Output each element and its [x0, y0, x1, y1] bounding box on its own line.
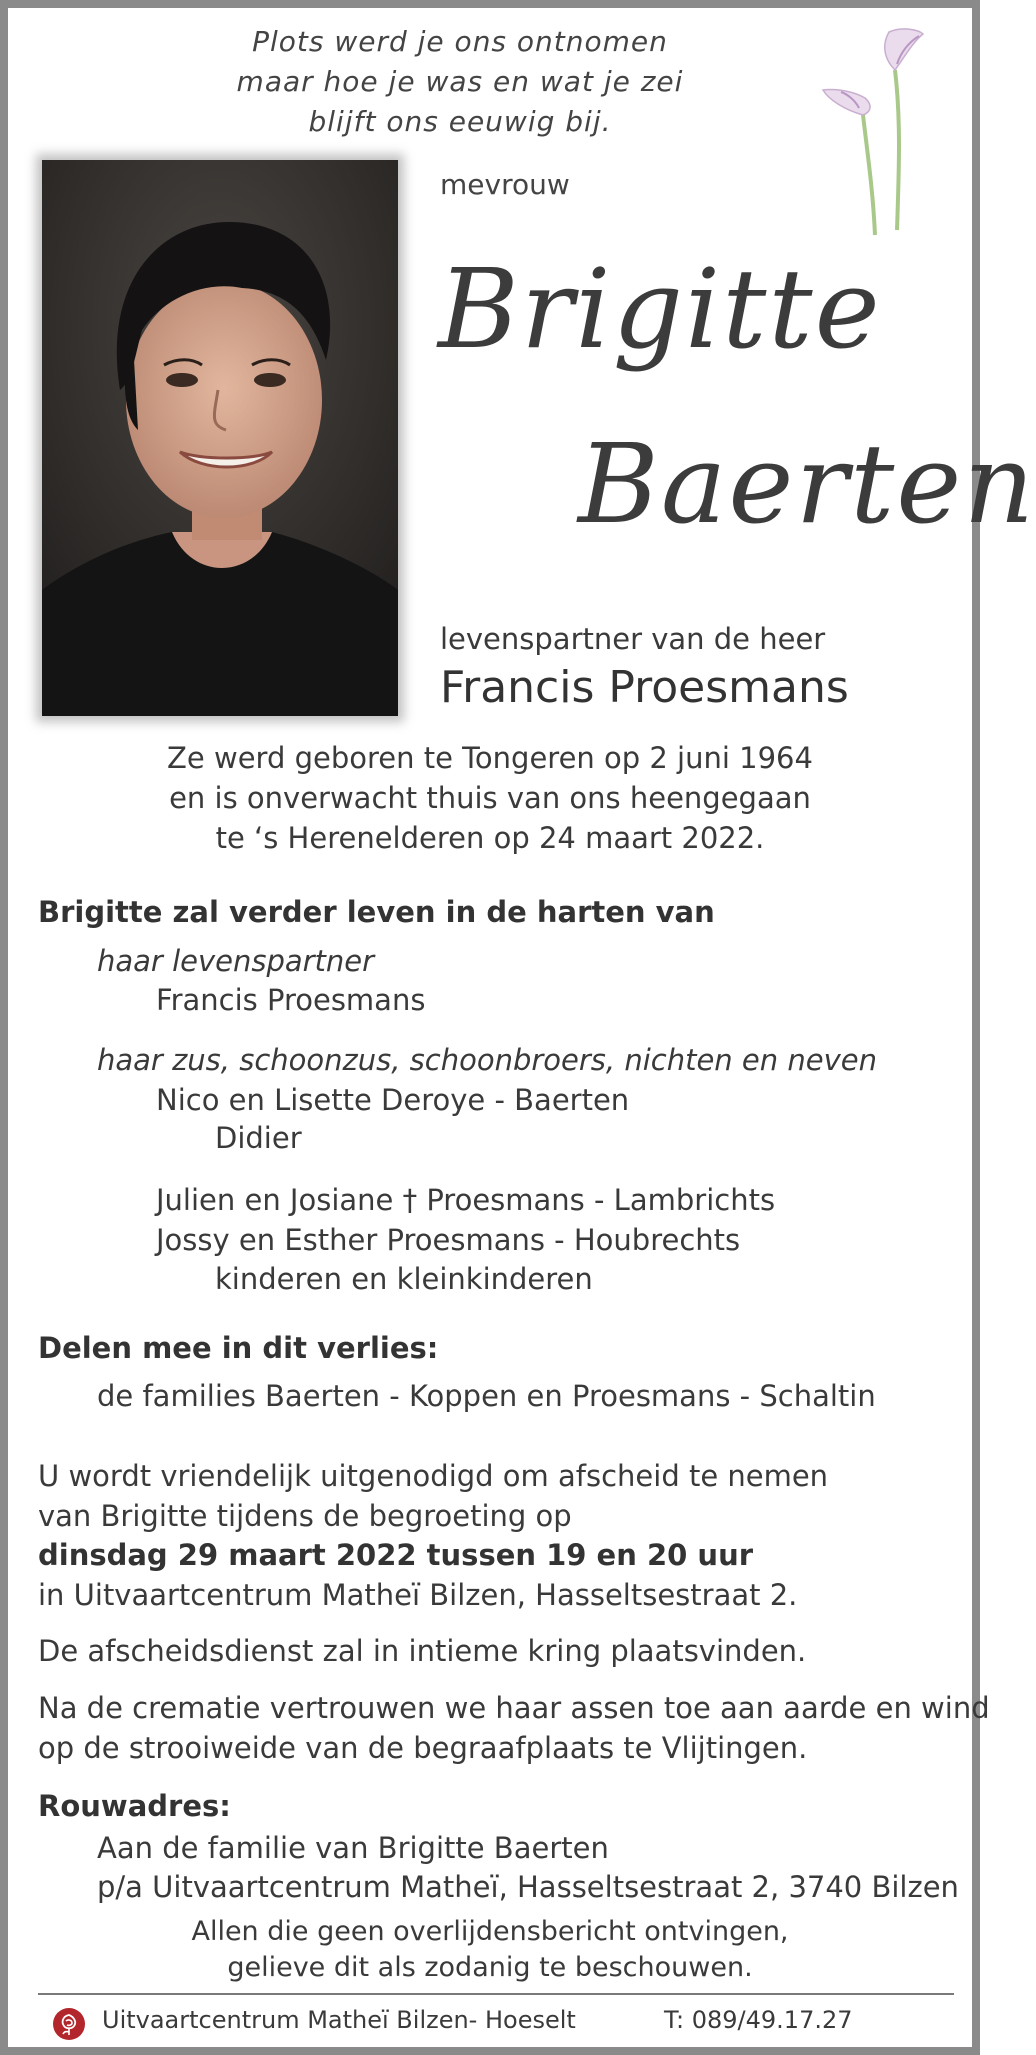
share-families: de families Baerten - Koppen en Proesmans - Schaltin — [97, 1379, 876, 1413]
birth-death-info — [60, 738, 920, 858]
invitation-line: van Brigitte tijdens de begroeting op — [38, 1499, 572, 1533]
last-name: Baerten — [578, 420, 1036, 548]
address-line: p/a Uitvaartcentrum Matheï, Hasseltsestraat 2, 3740 Bilzen — [97, 1870, 959, 1904]
visitation-date: dinsdag 29 maart 2022 tussen 19 en 20 uur — [38, 1538, 754, 1572]
birth-line: en is onverwacht thuis van ons heengegaan — [169, 781, 811, 815]
funeral-home-phone: T: 089/49.17.27 — [664, 2006, 853, 2034]
portrait-photo — [42, 160, 398, 716]
share-heading: Delen mee in dit verlies: — [38, 1331, 439, 1365]
rose-logo-icon — [52, 2007, 86, 2041]
address-heading: Rouwadres: — [38, 1789, 231, 1823]
poem — [200, 22, 720, 142]
cremation-line: op de strooiweide van de begraafplaats te Vlijtingen. — [38, 1731, 808, 1765]
service-info: De afscheidsdienst zal in intieme kring plaatsvinden. — [38, 1634, 807, 1668]
poem-line: Plots werd je ons ontnomen — [252, 25, 668, 58]
birth-line: Ze werd geboren te Tongeren op 2 juni 1964 — [167, 741, 813, 775]
partner-name: Francis Proesmans — [440, 662, 849, 713]
relative-entry: Julien en Josiane † Proesmans - Lambrichts — [156, 1183, 776, 1217]
funeral-home-name: Uitvaartcentrum Matheï Bilzen- Hoeselt — [102, 2006, 576, 2034]
poem-line: maar hoe je was en wat je zei — [236, 65, 684, 98]
notice-line: Allen die geen overlijdensbericht ontvingen, — [191, 1916, 789, 1947]
cremation-line: Na de crematie vertrouwen we haar assen toe aan aarde en wind — [38, 1691, 990, 1725]
relative-child: Didier — [215, 1121, 302, 1155]
family-heading: Brigitte zal verder leven in de harten van — [38, 895, 715, 929]
honorific: mevrouw — [440, 168, 570, 201]
portrait-image-icon — [42, 160, 398, 716]
poem-line: blijft ons eeuwig bij. — [308, 105, 612, 138]
invitation-line: U wordt vriendelijk uitgenodigd om afscheid te nemen — [38, 1459, 829, 1493]
first-name: Brigitte — [438, 245, 882, 373]
address-line: Aan de familie van Brigitte Baerten — [97, 1831, 609, 1865]
relative-child: kinderen en kleinkinderen — [215, 1262, 593, 1296]
birth-line: te ‘s Herenelderen op 24 maart 2022. — [215, 821, 765, 855]
visitation-location: in Uitvaartcentrum Matheï Bilzen, Hasseltsestraat 2. — [38, 1578, 798, 1612]
notice-line: gelieve dit als zodanig te beschouwen. — [227, 1952, 753, 1983]
relative-entry: Nico en Lisette Deroye - Baerten — [156, 1083, 630, 1117]
calla-lily-icon — [815, 20, 925, 240]
partner-label: haar levenspartner — [97, 944, 375, 978]
relatives-label: haar zus, schoonzus, schoonbroers, nichten en neven — [97, 1043, 877, 1077]
partner-entry: Francis Proesmans — [156, 983, 426, 1017]
footer-divider — [38, 1993, 954, 1995]
relative-entry: Jossy en Esther Proesmans - Houbrechts — [156, 1223, 741, 1257]
partner-intro: levenspartner van de heer — [440, 622, 826, 656]
